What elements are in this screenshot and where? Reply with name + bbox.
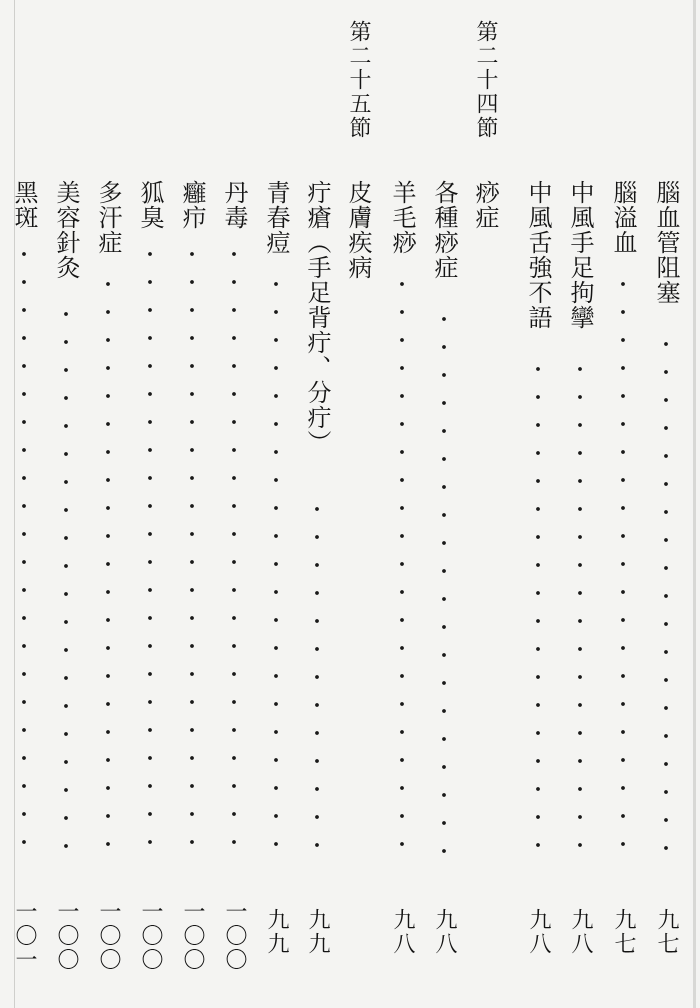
toc-category — [344, 180, 372, 280]
entry-page-number: 一〇一 — [12, 900, 37, 972]
toc-entry — [178, 180, 206, 230]
dot-leader — [388, 270, 416, 860]
dot-leader — [10, 240, 38, 860]
entry-page-number: 一〇〇 — [138, 900, 163, 972]
entry-title: 癰疖 — [178, 180, 206, 230]
dot-leader — [262, 270, 290, 860]
dot-leader — [52, 300, 80, 860]
entry-title: 腦血管阻塞 — [652, 180, 680, 305]
dot-leader — [220, 240, 248, 860]
dot-leader — [609, 270, 637, 860]
toc-entry — [609, 180, 637, 255]
entry-title: 腦溢血 — [609, 180, 637, 255]
entry-page-number: 一〇〇 — [180, 900, 205, 972]
entry-title: 各種痧症 — [430, 180, 458, 280]
toc-entry — [388, 180, 416, 255]
toc-entry — [136, 180, 164, 230]
entry-page-number: 九八 — [432, 908, 457, 956]
entry-title: 痧症 — [471, 180, 499, 230]
section-heading-24 — [471, 20, 499, 140]
dot-leader — [652, 330, 680, 860]
dot-leader — [178, 240, 206, 860]
page-edge-shadow — [693, 0, 696, 1008]
dot-leader — [136, 240, 164, 860]
toc-entry — [566, 180, 594, 330]
entry-page-number: 一〇〇 — [96, 900, 121, 972]
section-heading-text: 第二十四節 — [473, 20, 498, 140]
toc-entry — [220, 180, 248, 230]
entry-title: 黑斑 — [10, 180, 38, 230]
entry-page-number: 一〇〇 — [222, 900, 247, 972]
entry-page-number: 九九 — [305, 908, 330, 956]
toc-entry — [652, 180, 680, 305]
toc-entry — [262, 180, 290, 255]
toc-entry — [430, 180, 458, 280]
toc-entry — [524, 180, 552, 330]
toc-entry — [303, 180, 331, 455]
dot-leader — [566, 355, 594, 860]
toc-category — [471, 180, 499, 230]
dot-leader — [430, 305, 458, 860]
entry-page-number: 九八 — [568, 908, 593, 956]
section-heading-text: 第二十五節 — [346, 20, 371, 140]
entry-title: 皮膚疾病 — [344, 180, 372, 280]
entry-title: 狐臭 — [136, 180, 164, 230]
entry-page-number: 九九 — [264, 908, 289, 956]
entry-page-number: 九八 — [390, 908, 415, 956]
toc-entry — [10, 180, 38, 230]
entry-title: 中風手足拘攣 — [566, 180, 594, 330]
entry-title: 羊毛痧 — [388, 180, 416, 255]
entry-title: 疔瘡（手足背疔、分疔） — [303, 180, 331, 455]
entry-page-number: 九七 — [654, 908, 679, 956]
entry-page-number: 一〇〇 — [54, 900, 79, 972]
entry-title: 中風舌強不語 — [524, 180, 552, 330]
entry-title: 多汗症 — [94, 180, 122, 255]
entry-page-number: 九七 — [611, 908, 636, 956]
entry-title: 美容針灸 — [52, 180, 80, 280]
dot-leader — [524, 355, 552, 860]
entry-page-number: 九八 — [526, 908, 551, 956]
entry-title: 丹毒 — [220, 180, 248, 230]
section-heading-25 — [344, 20, 372, 140]
toc-entry — [52, 180, 80, 280]
dot-leader — [303, 495, 331, 860]
toc-entry — [94, 180, 122, 255]
entry-title: 青春痘 — [262, 180, 290, 255]
dot-leader — [94, 270, 122, 860]
